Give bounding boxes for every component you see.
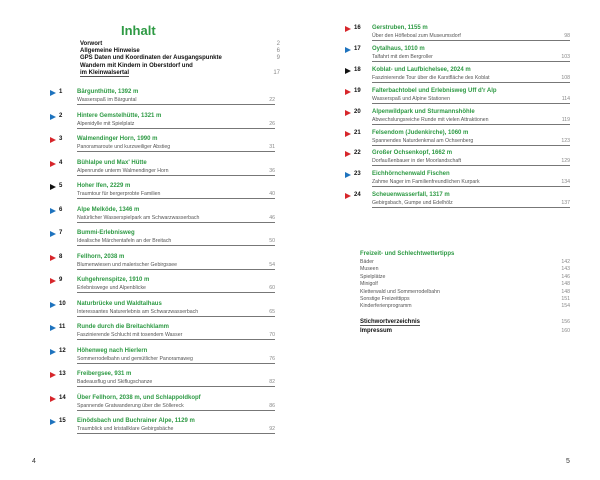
route-page: 123 xyxy=(561,137,570,144)
back-matter-label: Impressum xyxy=(360,327,393,334)
route-subtitle: Interessantes Naturerlebnis am Schwarzwasserbach xyxy=(77,308,199,315)
front-matter-item[interactable] xyxy=(80,48,280,55)
route-arrow-icon xyxy=(345,47,351,53)
route-divider xyxy=(77,363,275,364)
toc-entry[interactable] xyxy=(50,89,275,109)
route-arrow-icon xyxy=(50,325,56,331)
freizeit-list xyxy=(360,259,570,311)
route-arrow-icon xyxy=(345,110,351,116)
route-arrow-icon xyxy=(345,89,351,95)
route-subtitle: Natürlicher Wasserspielpark am Schwarzwasserbach xyxy=(77,214,200,221)
freizeit-page: 148 xyxy=(561,288,570,295)
route-subtitle: Erlebniswege und Alpenblicke xyxy=(77,285,146,291)
route-subtitle: Abwechslungsreiche Runde mit vielen Attraktionen xyxy=(372,116,489,123)
route-subtitle: Gebirgsbach, Gumpe und Edelhölz xyxy=(372,200,453,207)
route-divider xyxy=(77,245,275,246)
route-subtitle: Wasserspaß im Bärguntal xyxy=(77,97,137,103)
page-number-left: 4 xyxy=(32,458,36,465)
route-number: 24 xyxy=(354,192,361,199)
route-number: 5 xyxy=(59,183,63,189)
toc-entry[interactable] xyxy=(50,348,275,368)
front-matter-label: Wandern mit Kindern in Oberstdorf und xyxy=(80,62,193,69)
route-arrow-icon xyxy=(50,255,56,261)
route-subtitle: Spannendes Naturdenkmal am Ochsenberg xyxy=(372,137,474,144)
toc-entry[interactable] xyxy=(50,207,275,227)
route-divider xyxy=(372,124,570,125)
route-subtitle: Faszinierende Schlucht mit tosendem Wasser xyxy=(77,332,183,338)
front-matter-page: 2 xyxy=(276,41,280,47)
route-title: Felsendom (Judenkirche), 1060 m xyxy=(372,129,469,136)
route-title: Falterbachtobel und Erlebnisweg Uff d'r Alp xyxy=(372,87,497,94)
toc-entry[interactable] xyxy=(345,67,570,87)
route-number: 15 xyxy=(59,418,66,424)
route-arrow-icon xyxy=(50,137,56,143)
route-title: Naturbrücke und Waldtalhaus xyxy=(77,300,162,307)
route-arrow-icon xyxy=(50,208,56,214)
route-page: 65 xyxy=(269,308,275,315)
route-number: 7 xyxy=(59,230,63,236)
route-divider xyxy=(77,175,275,176)
freizeit-section xyxy=(360,251,570,337)
route-subtitle: Talfahrt mit dem Bergroller xyxy=(372,53,433,60)
route-title: Hintere Gemstelhütte, 1321 m xyxy=(77,112,162,119)
front-matter-item[interactable] xyxy=(80,63,280,70)
route-title: Großer Ochsenkopf, 1662 m xyxy=(372,150,453,157)
front-matter-item[interactable] xyxy=(80,55,280,62)
front-matter-list xyxy=(80,41,280,77)
route-page: 137 xyxy=(561,200,570,207)
route-arrow-icon xyxy=(345,172,351,178)
route-divider xyxy=(372,61,570,62)
route-title: Freibergsee, 931 m xyxy=(77,371,132,377)
toc-entry[interactable] xyxy=(50,160,275,180)
route-page: 50 xyxy=(269,238,275,244)
route-page: 76 xyxy=(269,355,275,362)
freizeit-page: 143 xyxy=(561,266,570,273)
route-title: Hoher Ifen, 2229 m xyxy=(77,183,131,189)
route-number: 16 xyxy=(354,25,361,31)
back-matter-page: 160 xyxy=(561,327,570,334)
right-page xyxy=(300,0,600,480)
freizeit-item[interactable] xyxy=(360,266,570,273)
route-number: 21 xyxy=(354,129,361,136)
toc-entry[interactable] xyxy=(345,25,570,45)
route-arrow-icon xyxy=(50,161,56,167)
page-number-right: 5 xyxy=(566,458,570,465)
freizeit-label: Spielplätze xyxy=(360,273,386,280)
freizeit-page: 148 xyxy=(561,281,570,288)
route-title: Über Fellhorn, 2038 m, und Schlappoldkopf xyxy=(77,394,201,401)
route-subtitle: Alpenidylle mit Spielplatz xyxy=(77,120,135,127)
front-matter-label: GPS Daten und Koordinaten der Ausgangspunkte xyxy=(80,55,222,62)
route-subtitle: Alpenrunde unterm Walmendinger Horn xyxy=(77,167,169,174)
freizeit-page: 154 xyxy=(561,303,570,310)
route-subtitle: Faszinierende Tour über die Karstfläche des Koblat xyxy=(372,74,490,81)
route-divider xyxy=(372,186,570,187)
toc-entry[interactable] xyxy=(50,371,275,391)
toc-entry[interactable] xyxy=(50,301,275,321)
front-matter-page: 6 xyxy=(276,48,280,55)
front-matter-label: Allgemeine Hinweise xyxy=(80,48,140,55)
route-title: Walmendinger Horn, 1990 m xyxy=(77,136,158,142)
toc-entry[interactable] xyxy=(345,150,570,170)
front-matter-page: 17 xyxy=(273,69,280,76)
route-divider xyxy=(372,82,570,83)
toc-entry[interactable] xyxy=(345,46,570,66)
toc-entry[interactable] xyxy=(50,230,275,250)
freizeit-page: 151 xyxy=(561,295,570,302)
route-subtitle: Zahme Nager im Familienfreundlichen Kurpark xyxy=(372,179,480,186)
route-title: Scheuenwasserfall, 1317 m xyxy=(372,192,450,199)
route-title: Bummi-Erlebnisweg xyxy=(77,230,135,236)
route-number: 20 xyxy=(354,108,361,115)
toc-entry[interactable] xyxy=(50,183,275,203)
route-number: 6 xyxy=(59,206,63,213)
route-divider xyxy=(77,104,275,105)
route-title: Eichhörnchenwald Fischen xyxy=(372,171,450,178)
route-title: Bühlalpe und Max' Hütte xyxy=(77,159,147,166)
route-divider xyxy=(77,433,275,434)
route-divider xyxy=(77,128,275,129)
toc-entry[interactable] xyxy=(50,324,275,344)
route-arrow-icon xyxy=(345,151,351,157)
freizeit-label: Kletterwald und Sommerrodelbahn xyxy=(360,288,440,295)
route-page: 92 xyxy=(269,426,275,432)
route-arrow-icon xyxy=(50,184,56,190)
route-number: 8 xyxy=(59,253,63,260)
front-matter-item[interactable] xyxy=(80,41,280,48)
route-page: 54 xyxy=(269,261,275,268)
route-page: 86 xyxy=(269,402,275,409)
route-page: 60 xyxy=(269,285,275,291)
toc-entry[interactable] xyxy=(345,192,570,212)
route-arrow-icon xyxy=(345,26,351,32)
route-number: 14 xyxy=(59,394,66,401)
route-number: 4 xyxy=(59,159,63,166)
toc-entry[interactable] xyxy=(50,395,275,415)
toc-entry[interactable] xyxy=(345,130,570,150)
toc-entry[interactable] xyxy=(50,113,275,133)
front-matter-label: Vorwort xyxy=(80,41,103,47)
route-divider xyxy=(77,222,275,223)
front-matter-label: im Kleinwalsertal xyxy=(80,69,130,76)
toc-entry[interactable] xyxy=(50,254,275,274)
route-number: 19 xyxy=(354,87,361,94)
route-arrow-icon xyxy=(50,90,56,96)
route-page: 22 xyxy=(269,97,275,103)
route-title: Gerstruben, 1155 m xyxy=(372,25,428,31)
route-title: Oytalhaus, 1010 m xyxy=(372,45,425,52)
route-subtitle: Spannende Gratwanderung über die Söllereck xyxy=(77,402,184,409)
route-arrow-icon xyxy=(50,278,56,284)
back-matter-item[interactable] xyxy=(360,328,570,337)
route-page: 26 xyxy=(269,120,275,127)
route-subtitle: Dorfaußenbauer in der Moorlandschaft xyxy=(372,158,462,165)
route-page: 70 xyxy=(269,332,275,338)
route-number: 10 xyxy=(59,300,66,307)
route-page: 114 xyxy=(561,95,570,102)
route-divider xyxy=(372,145,570,146)
route-arrow-icon xyxy=(50,114,56,120)
route-page: 103 xyxy=(561,53,570,60)
freizeit-item[interactable] xyxy=(360,289,570,296)
route-subtitle: Idealische Märchentafeln an der Breitach xyxy=(77,238,172,244)
route-page: 46 xyxy=(269,214,275,221)
route-divider xyxy=(77,151,275,152)
back-matter-item[interactable] xyxy=(360,319,570,328)
route-divider xyxy=(77,339,275,340)
toc-entry[interactable] xyxy=(345,109,570,129)
route-number: 17 xyxy=(354,45,361,52)
route-arrow-icon xyxy=(50,231,56,237)
route-page: 129 xyxy=(561,158,570,165)
route-title: Bärgunthütte, 1392 m xyxy=(77,89,139,95)
back-matter-list xyxy=(360,319,570,337)
route-number: 18 xyxy=(354,66,361,73)
route-divider xyxy=(372,207,570,208)
route-page: 119 xyxy=(561,116,570,123)
route-subtitle: Über den Höfleboal zum Museumsdorf xyxy=(372,33,461,39)
toc-entry[interactable] xyxy=(345,88,570,108)
freizeit-item[interactable] xyxy=(360,274,570,281)
route-number: 13 xyxy=(59,371,66,377)
freizeit-heading: Freizeit- und Schlechtwettertipps xyxy=(360,251,455,257)
route-title: Runde durch die Breitachklamm xyxy=(77,324,170,330)
freizeit-page: 142 xyxy=(561,259,570,265)
route-divider xyxy=(77,198,275,199)
route-number: 23 xyxy=(354,171,361,178)
front-matter-item[interactable] xyxy=(80,70,280,77)
front-matter-page: 9 xyxy=(276,55,280,62)
route-subtitle: Traumblick und kristallklare Gebirgsbäche xyxy=(77,426,174,432)
route-title: Kuhgehrenspitze, 1910 m xyxy=(77,277,150,283)
route-divider xyxy=(77,386,275,387)
toc-entry[interactable] xyxy=(50,418,275,438)
route-arrow-icon xyxy=(345,193,351,199)
route-arrow-icon xyxy=(50,419,56,425)
back-matter-page: 156 xyxy=(561,318,570,325)
route-arrow-icon xyxy=(50,396,56,402)
toc-title: Inhalt xyxy=(121,23,156,38)
freizeit-item[interactable] xyxy=(360,259,570,266)
freizeit-item[interactable] xyxy=(360,303,570,310)
route-divider xyxy=(372,165,570,166)
freizeit-page: 146 xyxy=(561,273,570,280)
toc-entry[interactable] xyxy=(50,277,275,297)
freizeit-label: Minigolf xyxy=(360,281,378,288)
route-title: Fellhorn, 2038 m xyxy=(77,253,125,260)
route-page: 82 xyxy=(269,379,275,385)
route-divider xyxy=(372,40,570,41)
route-number: 9 xyxy=(59,277,63,283)
route-arrow-icon xyxy=(345,68,351,74)
route-number: 1 xyxy=(59,89,63,95)
route-divider xyxy=(77,410,275,411)
toc-entry[interactable] xyxy=(345,171,570,191)
freizeit-item[interactable] xyxy=(360,296,570,303)
route-title: Alpe Melköde, 1346 m xyxy=(77,206,140,213)
freizeit-label: Bäder xyxy=(360,259,374,265)
route-arrow-icon xyxy=(50,302,56,308)
route-page: 98 xyxy=(564,33,570,39)
route-subtitle: Panoramaroute und kurzweiliger Abstieg xyxy=(77,144,171,150)
route-page: 134 xyxy=(561,179,570,186)
route-subtitle: Badeausflug und Skiflugschanze xyxy=(77,379,153,385)
route-number: 3 xyxy=(59,136,63,142)
freizeit-label: Museen xyxy=(360,266,379,273)
route-title: Alpenwildpark und Sturmannshöhle xyxy=(372,108,475,115)
route-number: 2 xyxy=(59,112,63,119)
route-divider xyxy=(77,316,275,317)
route-arrow-icon xyxy=(50,372,56,378)
route-divider xyxy=(77,292,275,293)
route-title: Höhenweg nach Hierlern xyxy=(77,347,148,354)
route-number: 22 xyxy=(354,150,361,157)
route-title: Koblat- und Laufbichelsee, 2024 m xyxy=(372,66,471,73)
route-page: 108 xyxy=(561,74,570,81)
route-number: 11 xyxy=(59,324,66,330)
route-page: 40 xyxy=(269,191,275,197)
route-arrow-icon xyxy=(50,349,56,355)
route-divider xyxy=(372,103,570,104)
freizeit-label: Sonstige Freizeittipps xyxy=(360,295,410,302)
toc-entry[interactable] xyxy=(50,136,275,156)
route-page: 36 xyxy=(269,167,275,174)
freizeit-label: Kinderferienprogramm xyxy=(360,303,412,310)
back-matter-label: Stichwortverzeichnis xyxy=(360,318,421,325)
route-number: 12 xyxy=(59,347,66,354)
route-subtitle: Wasserspaß und Alpine Stationen xyxy=(372,95,450,102)
route-subtitle: Blumenwiesen und malerischer Gebirgssee xyxy=(77,261,178,268)
route-subtitle: Traumtour für bergerprobte Familien xyxy=(77,191,161,197)
route-page: 31 xyxy=(269,144,275,150)
route-subtitle: Sommerrodelbahn und gemütlicher Panoramaweg xyxy=(77,355,193,362)
route-divider xyxy=(77,269,275,270)
route-arrow-icon xyxy=(345,131,351,137)
freizeit-item[interactable] xyxy=(360,281,570,288)
route-title: Einödsbach und Buchrainer Alpe, 1129 m xyxy=(77,418,195,424)
